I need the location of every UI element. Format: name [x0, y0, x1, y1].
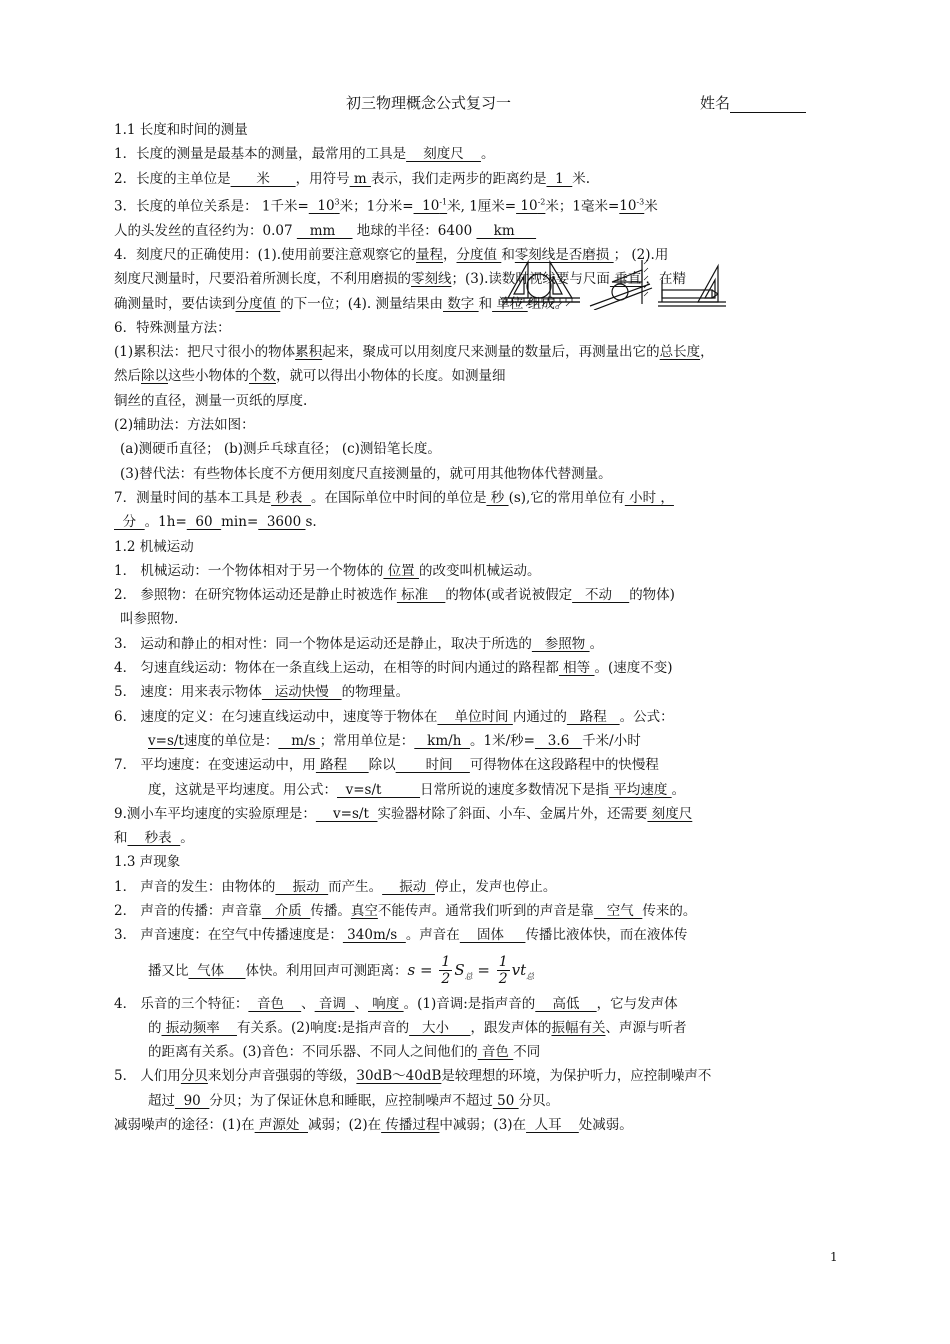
- item-ruler-usage-3: 确测量时，要估读到分度值 的下一位；(4). 测量结果由 数字 和 单位 组成。: [114, 295, 569, 312]
- name-label: 姓名: [700, 94, 731, 112]
- item-substitution: (3)替代法：有些物体长度不方便用刻度尺直接测量的，就可用其他物体代替测量。: [120, 465, 612, 482]
- item-measuring-tool: 1．长度的测量是最基本的测量，最常用的工具是 刻度尺 。: [114, 146, 495, 163]
- echo-formula: s = $\frac{1}{2}$ $S_总$ = $\frac{1}{2}$ $vt_总$: [407, 954, 535, 988]
- name-field[interactable]: [700, 92, 806, 113]
- item-decibel-2: 超过 90 分贝；为了保证休息和睡眠，应控制噪声不超过 50 分贝。: [148, 1092, 560, 1109]
- item-hair-earth: 人的头发丝的直径约为：0.07 mm 地球的半径：6400 km: [114, 222, 537, 239]
- name-blank[interactable]: [730, 96, 806, 113]
- section-heading-1-2: 1.2 机械运动: [114, 538, 194, 555]
- section-heading-1-3: 1.3 声现象: [114, 854, 181, 871]
- item-sound-origin: 1． 声音的发生：由物体的 振动 而产生。 振动 停止，发声也停止。: [114, 878, 557, 895]
- document-header: [0, 92, 950, 114]
- item-unit-relations: 3．长度的单位关系是： 1千米= $10^3$米；1分米= $10^{-1}$米, 1厘米= $10^{-2}$米；1毫米$=10^{-3}$米: [114, 197, 658, 215]
- item-speed-units: v=s/t速度的单位是： m/s ；常用单位是： km/h 。1米/秒= 3.6 千米/小时: [148, 732, 641, 749]
- item-speed-definition: 6． 速度的定义：在匀速直线运动中，速度等于物体在 单位时间 内通过的 路程 。公式：: [114, 708, 674, 725]
- section-heading-1-1: 1.1 长度和时间的测量: [114, 122, 248, 138]
- item-reference-2: 叫参照物.: [120, 611, 179, 628]
- item-average-speed-2: 度，这就是平均速度。用公式： v=s/t 日常所说的速度多数情况下是指 平均速度 。: [148, 781, 686, 798]
- item-uniform-motion: 4． 匀速直线运动：物体在一条直线上运动，在相等的时间内通过的路程都 相等 。(速度不变): [114, 660, 673, 677]
- item-relativity: 3． 运动和静止的相对性：同一个物体是运动还是静止，取决于所选的 参照物 。: [114, 635, 604, 652]
- item-ruler-usage-1: 4．刻度尺的正确使用：(1).使用前要注意观察它的量程，分度值 和零刻线是否磨损 ； (2).用: [114, 246, 669, 263]
- item-experiment-1: 9.测小车平均速度的实验原理是： v=s/t 实验器材除了斜面、小车、金属片外，还需要 刻度尺: [114, 805, 693, 822]
- item-time-tool: 7．测量时间的基本工具是 秒表 。在国际单位中时间的单位是 秒 (s),它的常用单位有 小时 ，: [114, 489, 674, 506]
- document-body: [114, 118, 840, 1137]
- document-title: 初三物理概念公式复习一: [346, 94, 512, 112]
- item-main-unit: 2．长度的主单位是 米 ，用符号 m 表示，我们走两步的距离约是 1 米.: [114, 170, 591, 187]
- item-musical-sound-1: 4． 乐音的三个特征： 音色 、 音调 、 响度 。(1)音调:是指声音的 高低 ，它与发声体: [114, 995, 678, 1012]
- item-noise-reduction: 减弱噪声的途径：(1)在 声源处 减弱；(2)在 传播过程中减弱；(3)在 人耳 处减弱。: [114, 1117, 633, 1134]
- item-auxiliary: (2)辅助法：方法如图：: [114, 417, 255, 434]
- item-average-speed-1: 7． 平均速度：在变速运动中，用 路程 除以 时间 可得物体在这段路程中的快慢程: [114, 757, 659, 774]
- item-echo-distance: 播又比 气体 体快。利用回声可测距离：s = $\frac{1}{2}$ $S_总$ = $\frac{1}{2}$ $vt_总$: [148, 954, 535, 988]
- answer-ruler: 刻度尺: [406, 146, 481, 163]
- item-sound-propagation: 2． 声音的传播：声音靠 介质 传播。真空不能传声。通常我们听到的声音是靠 空气 传来的。: [114, 903, 697, 919]
- page-number: 1: [830, 1250, 838, 1264]
- item-speed: 5． 速度：用来表示物体 运动快慢 的物理量。: [114, 684, 410, 701]
- item-sound-speed: 3． 声音速度：在空气中传播速度是： 340m/s 。声音在 固体 传播比液体快，而在液体传: [114, 927, 688, 944]
- item-reference-1: 2． 参照物：在研究物体运动还是静止时被选作 标准 的物体(或者说被假定 不动 的物体): [114, 587, 675, 604]
- answer-meter: 米: [230, 170, 296, 187]
- item-time-units: 分 。1h= 60 min= 3600 s.: [114, 514, 317, 531]
- item-musical-sound-3: 的距离有关系。(3)音色：不同乐器、不同人之间他们的 音色 不同: [148, 1044, 541, 1061]
- item-accumulation-2: 然后除以这些小物体的个数，就可以得出小物体的长度。如测量细: [114, 368, 506, 385]
- item-musical-sound-2: 的 振动频率 有关系。(2)响度:是指声音的 大小 ，跟发声体的振幅有关、声源与听者: [148, 1019, 687, 1036]
- item-special-methods: 6．特殊测量方法：: [114, 319, 231, 336]
- item-experiment-2: 和 秒表 。: [114, 830, 194, 847]
- item-auxiliary-cases: (a)测硬币直径； (b)测乒乓球直径； (c)测铅笔长度。: [120, 441, 441, 458]
- item-mechanical-motion: 1． 机械运动：一个物体相对于另一个物体的 位置 的改变叫机械运动。: [114, 562, 541, 579]
- item-ruler-usage-2: 刻度尺测量时，尺要沿着所测长度，不利用磨损的零刻线；(3).读数时视线要与尺面 垂直 ，在精: [114, 271, 687, 288]
- item-accumulation-3: 铜丝的直径，测量一页纸的厚度.: [114, 392, 308, 409]
- item-decibel-1: 5． 人们用分贝来划分声音强弱的等级，30dB～40dB是较理想的环境，为保护听力，应控制噪声不: [114, 1068, 712, 1085]
- item-accumulation-1: (1)累积法：把尺寸很小的物体累积起来，聚成可以用刻度尺来测量的数量后，再测量出它的总长度，: [114, 344, 714, 361]
